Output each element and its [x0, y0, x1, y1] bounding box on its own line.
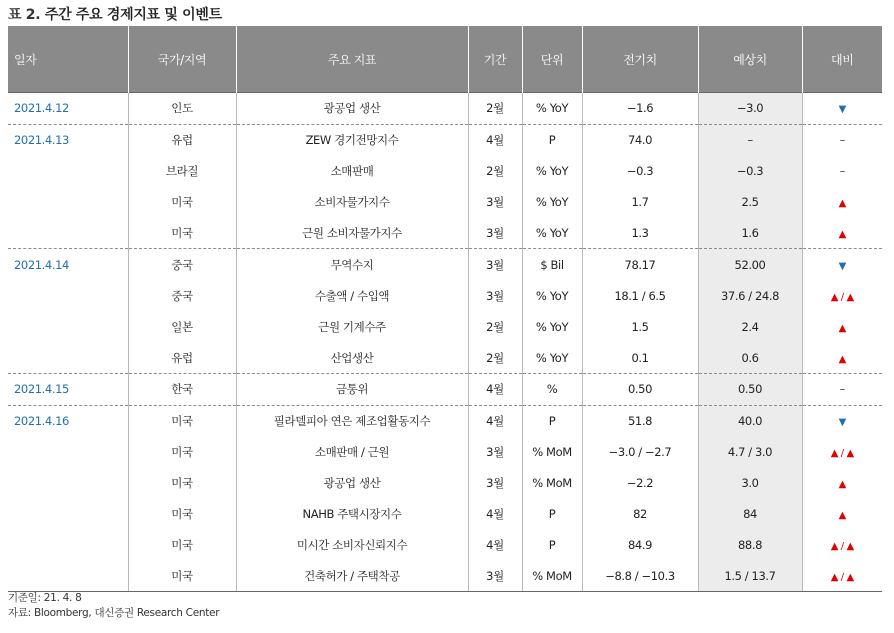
cell-comparison [802, 342, 882, 373]
cell-unit: % YoY [522, 156, 582, 187]
cell-country: 미국 [128, 437, 236, 468]
base-date-note: 기준일: 21. 4. 8 [8, 592, 82, 604]
up-triangle-icon: ▲ [838, 229, 846, 240]
cell-country: 인도 [128, 93, 236, 125]
cell-comparison [802, 218, 882, 249]
cell-comparison [802, 93, 882, 125]
cell-previous: 0.50 [582, 374, 698, 406]
table-number: 표 2. [8, 7, 41, 23]
cell-period: 4월 [468, 529, 522, 560]
col-header-unit: 단위 [522, 26, 582, 93]
cell-period: 3월 [468, 560, 522, 591]
table-row [8, 468, 882, 499]
cell-indicator: 미시간 소비자신뢰지수 [236, 529, 468, 560]
cell-indicator: 소비자물가지수 [236, 187, 468, 218]
cell-expected: 2.5 [698, 187, 802, 218]
cell-country: 미국 [128, 405, 236, 436]
cell-comparison [802, 187, 882, 218]
cell-date: 2021.4.16 [8, 405, 128, 436]
col-header-indicator: 주요 지표 [236, 26, 468, 93]
cell-comparison [802, 405, 882, 436]
cell-expected: 4.7 / 3.0 [698, 437, 802, 468]
cell-period: 4월 [468, 124, 522, 155]
col-header-previous: 전기치 [582, 26, 698, 93]
up-triangle-icon: ▲ / ▲ [830, 540, 854, 552]
cell-previous: 84.9 [582, 529, 698, 560]
table-row [8, 218, 882, 249]
table-row [8, 529, 882, 560]
cell-period: 4월 [468, 405, 522, 436]
cell-indicator: 필라델피아 연은 제조업활동지수 [236, 405, 468, 436]
cell-expected: 3.0 [698, 468, 802, 499]
down-triangle-icon: ▼ [838, 260, 846, 272]
cell-indicator: 소매판매 [236, 156, 468, 187]
cell-previous: −1.6 [582, 93, 698, 125]
table-title [8, 4, 222, 24]
table-row [8, 560, 882, 591]
up-triangle-icon: ▲ [838, 198, 846, 210]
cell-indicator: ZEW 경기전망지수 [236, 124, 468, 155]
cell-period: 2월 [468, 342, 522, 373]
cell-unit: P [522, 124, 582, 155]
cell-indicator: 근원 기계수주 [236, 311, 468, 342]
cell-date [8, 280, 128, 311]
cell-unit: % YoY [522, 280, 582, 311]
cell-previous: 1.5 [582, 311, 698, 342]
cell-previous: 18.1 / 6.5 [582, 280, 698, 311]
cell-unit: % YoY [522, 218, 582, 249]
cell-previous: −8.8 / −10.3 [582, 560, 698, 591]
cell-previous: 51.8 [582, 405, 698, 436]
cell-country: 중국 [128, 249, 236, 280]
cell-date: 2021.4.15 [8, 374, 128, 406]
cell-comparison [802, 124, 882, 155]
cell-unit: P [522, 405, 582, 436]
cell-period: 3월 [468, 468, 522, 499]
col-header-date: 일자 [8, 26, 128, 93]
cell-period: 2월 [468, 311, 522, 342]
dash-icon: – [839, 164, 845, 179]
cell-country: 미국 [128, 560, 236, 591]
cell-date [8, 156, 128, 187]
cell-date [8, 468, 128, 499]
table-row [8, 187, 882, 218]
up-triangle-icon: ▲ / ▲ [830, 291, 854, 303]
cell-comparison [802, 156, 882, 187]
cell-comparison [802, 249, 882, 280]
cell-indicator: 수출액 / 수입액 [236, 280, 468, 311]
cell-period: 3월 [468, 249, 522, 280]
table-row [8, 405, 882, 436]
cell-date [8, 187, 128, 218]
up-triangle-icon: ▲ [838, 479, 846, 491]
cell-expected: 0.6 [698, 342, 802, 373]
cell-comparison [802, 311, 882, 342]
cell-previous: 78.17 [582, 249, 698, 280]
cell-indicator: 산업생산 [236, 342, 468, 373]
cell-indicator: 소매판매 / 근원 [236, 437, 468, 468]
cell-unit: $ Bil [522, 249, 582, 280]
cell-unit: % [522, 374, 582, 406]
source-note: 자료: Bloomberg, 대신증권 Research Center [8, 607, 220, 619]
cell-comparison [802, 468, 882, 499]
cell-indicator: 금통위 [236, 374, 468, 406]
table-row [8, 437, 882, 468]
cell-expected: 0.50 [698, 374, 802, 406]
cell-country: 미국 [128, 529, 236, 560]
cell-period: 4월 [468, 374, 522, 406]
col-header-period: 기간 [468, 26, 522, 93]
cell-country: 미국 [128, 187, 236, 218]
cell-expected: 88.8 [698, 529, 802, 560]
cell-previous: 0.1 [582, 342, 698, 373]
cell-period: 3월 [468, 437, 522, 468]
cell-period: 4월 [468, 499, 522, 530]
table-row [8, 124, 882, 155]
cell-country: 유럽 [128, 342, 236, 373]
cell-date [8, 499, 128, 530]
cell-expected: 1.6 [698, 218, 802, 249]
cell-unit: % YoY [522, 93, 582, 125]
cell-unit: % YoY [522, 187, 582, 218]
up-triangle-icon: ▲ [838, 353, 846, 365]
cell-expected: 37.6 / 24.8 [698, 280, 802, 311]
cell-country: 미국 [128, 468, 236, 499]
cell-expected: 40.0 [698, 405, 802, 436]
economic-indicators-table [8, 26, 882, 592]
cell-expected: −3.0 [698, 93, 802, 125]
cell-period: 2월 [468, 93, 522, 125]
table-title-text: 주간 주요 경제지표 및 이벤트 [44, 7, 222, 23]
cell-comparison [802, 560, 882, 591]
down-triangle-icon: ▼ [838, 104, 846, 116]
col-header-expected: 예상치 [698, 26, 802, 93]
cell-expected: 84 [698, 499, 802, 530]
dash-icon: – [839, 382, 845, 397]
cell-indicator: 광공업 생산 [236, 93, 468, 125]
table-row [8, 499, 882, 530]
table-row [8, 280, 882, 311]
cell-previous: −2.2 [582, 468, 698, 499]
cell-comparison [802, 529, 882, 560]
col-header-comparison: 대비 [802, 26, 882, 93]
cell-previous: −0.3 [582, 156, 698, 187]
cell-country: 미국 [128, 218, 236, 249]
cell-period: 3월 [468, 280, 522, 311]
cell-previous: 1.3 [582, 218, 698, 249]
cell-country: 브라질 [128, 156, 236, 187]
cell-previous: −3.0 / −2.7 [582, 437, 698, 468]
cell-unit: % MoM [522, 560, 582, 591]
dash-icon: – [839, 133, 845, 148]
cell-country: 유럽 [128, 124, 236, 155]
cell-unit: % MoM [522, 437, 582, 468]
cell-expected: −0.3 [698, 156, 802, 187]
cell-country: 중국 [128, 280, 236, 311]
cell-expected: 2.4 [698, 311, 802, 342]
cell-expected: – [698, 124, 802, 155]
cell-date [8, 311, 128, 342]
cell-comparison [802, 374, 882, 406]
up-triangle-icon: ▲ / ▲ [830, 448, 854, 460]
cell-indicator: 건축허가 / 주택착공 [236, 560, 468, 591]
cell-previous: 1.7 [582, 187, 698, 218]
cell-expected: 1.5 / 13.7 [698, 560, 802, 591]
cell-comparison [802, 499, 882, 530]
cell-previous: 82 [582, 499, 698, 530]
cell-indicator: 광공업 생산 [236, 468, 468, 499]
cell-previous: 74.0 [582, 124, 698, 155]
cell-date [8, 437, 128, 468]
cell-comparison [802, 437, 882, 468]
table-row [8, 311, 882, 342]
cell-comparison [802, 280, 882, 311]
table-row [8, 342, 882, 373]
cell-date [8, 529, 128, 560]
cell-period: 3월 [468, 218, 522, 249]
cell-unit: P [522, 529, 582, 560]
up-triangle-icon: ▲ / ▲ [830, 571, 854, 583]
cell-date [8, 560, 128, 591]
cell-indicator: 근원 소비자물가지수 [236, 218, 468, 249]
cell-unit: % YoY [522, 342, 582, 373]
cell-date [8, 218, 128, 249]
cell-country: 미국 [128, 499, 236, 530]
cell-unit: % YoY [522, 311, 582, 342]
cell-unit: P [522, 499, 582, 530]
down-triangle-icon: ▼ [838, 417, 846, 429]
cell-country: 일본 [128, 311, 236, 342]
cell-indicator: NAHB 주택시장지수 [236, 499, 468, 530]
cell-period: 3월 [468, 187, 522, 218]
table-header-row [8, 26, 882, 93]
cell-indicator: 무역수지 [236, 249, 468, 280]
cell-country: 한국 [128, 374, 236, 406]
cell-unit: % MoM [522, 468, 582, 499]
table-row [8, 93, 882, 125]
cell-date: 2021.4.14 [8, 249, 128, 280]
table-row [8, 156, 882, 187]
col-header-country: 국가/지역 [128, 26, 236, 93]
table-row [8, 249, 882, 280]
cell-date: 2021.4.13 [8, 124, 128, 155]
cell-period: 2월 [468, 156, 522, 187]
cell-expected: 52.00 [698, 249, 802, 280]
table-row [8, 374, 882, 406]
up-triangle-icon: ▲ [838, 510, 846, 522]
up-triangle-icon: ▲ [838, 322, 846, 334]
cell-date [8, 342, 128, 373]
cell-date: 2021.4.12 [8, 93, 128, 125]
